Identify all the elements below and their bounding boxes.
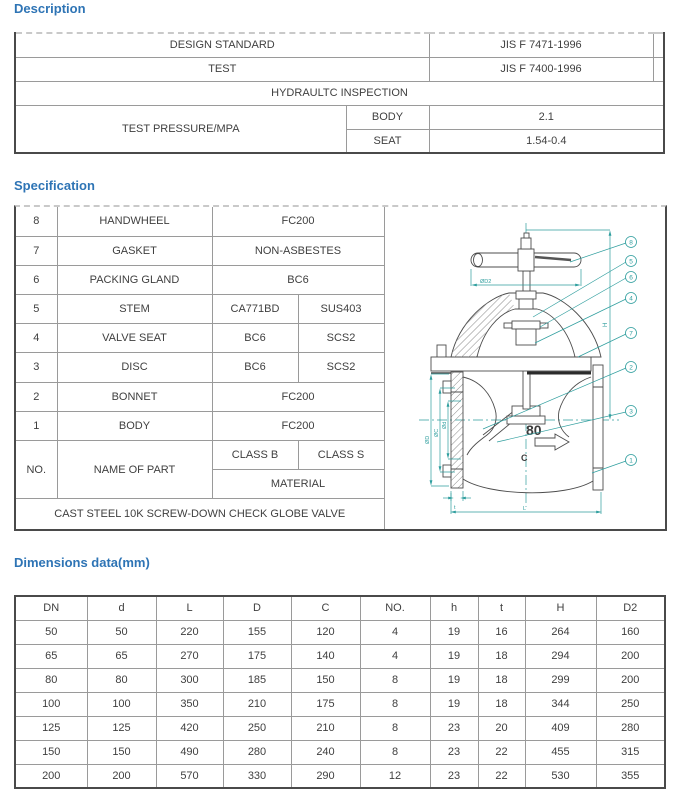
table-cell: 409 — [525, 716, 596, 740]
table-cell: 299 — [525, 668, 596, 692]
part-name: PACKING GLAND — [57, 265, 212, 294]
part-no: 5 — [16, 295, 57, 324]
table-cell: 80 — [87, 668, 156, 692]
table-cell: 185 — [223, 668, 291, 692]
table-cell: 240 — [291, 740, 360, 764]
table-cell: 19 — [430, 620, 478, 644]
table-cell: 23 — [430, 764, 478, 788]
table-cell: 280 — [223, 740, 291, 764]
table-cell: 280 — [596, 716, 665, 740]
table-cell: 4 — [360, 620, 430, 644]
table-cell: 155 — [223, 620, 291, 644]
table-cell: 250 — [596, 692, 665, 716]
table-row — [16, 353, 384, 382]
callout-4 — [626, 293, 637, 304]
footer-material: MATERIAL — [212, 470, 384, 499]
table-cell: 19 — [430, 668, 478, 692]
table-cell: 23 — [430, 716, 478, 740]
table-row — [16, 411, 384, 440]
left-flange — [443, 372, 463, 488]
table-cell: 250 — [223, 716, 291, 740]
footer-name-of-part: NAME OF PART — [57, 440, 212, 498]
table-cell: 150 — [15, 740, 87, 764]
table-row — [16, 236, 384, 265]
table-cell: 200 — [87, 764, 156, 788]
table-cell: 22 — [478, 764, 525, 788]
table-row — [15, 692, 665, 716]
table-cell: 23 — [430, 740, 478, 764]
table-cell: 175 — [223, 644, 291, 668]
part-name: DISC — [57, 353, 212, 382]
callout-5 — [626, 256, 637, 267]
footer-class-b: CLASS B — [212, 440, 298, 469]
svg-text:6: 6 — [629, 274, 633, 282]
parts-list — [16, 207, 384, 529]
table-cell: 18 — [478, 668, 525, 692]
table-cell: 300 — [156, 668, 223, 692]
inspection-cell: HYDRAULTC INSPECTION — [15, 81, 664, 105]
table-cell: 50 — [15, 620, 87, 644]
callout-6 — [626, 272, 637, 283]
part-material-class-s: SCS2 — [298, 353, 384, 382]
part-name: VALVE SEAT — [57, 324, 212, 353]
part-material: FC200 — [212, 207, 384, 236]
part-name: GASKET — [57, 236, 212, 265]
test-pressure-label: TEST PRESSURE/MPA — [15, 105, 346, 153]
table-cell: 150 — [87, 740, 156, 764]
table-cell: 200 — [596, 668, 665, 692]
table-cell: 18 — [478, 692, 525, 716]
part-no: 4 — [16, 324, 57, 353]
valve-caption: CAST STEEL 10K SCREW-DOWN CHECK GLOBE VALVE — [16, 499, 384, 529]
table-cell: 420 — [156, 716, 223, 740]
table-row — [16, 440, 384, 469]
table-cell: 160 — [596, 620, 665, 644]
table-row — [15, 57, 664, 81]
part-no: 7 — [16, 236, 57, 265]
table-cell: 22 — [478, 740, 525, 764]
table-cell: 100 — [15, 692, 87, 716]
table-row — [15, 33, 664, 57]
table-row — [15, 81, 664, 105]
table-cell: 18 — [478, 644, 525, 668]
table-row — [15, 620, 665, 644]
table-cell: 19 — [430, 644, 478, 668]
table-row — [16, 295, 384, 324]
specification-table — [16, 207, 385, 529]
valve-drawing — [385, 207, 669, 529]
table-cell: 8 — [360, 692, 430, 716]
column-header: t — [478, 596, 525, 620]
table-cell: 264 — [525, 620, 596, 644]
table-cell: 210 — [291, 716, 360, 740]
dim-label-h: H — [603, 322, 609, 327]
table-cell: 65 — [15, 644, 87, 668]
callout-3 — [626, 406, 637, 417]
callout-balloons — [626, 237, 637, 466]
part-material-class-b: CA771BD — [212, 295, 298, 324]
design-standard-label: DESIGN STANDARD — [15, 33, 429, 57]
part-name: HANDWHEEL — [57, 207, 212, 236]
table-cell: 100 — [87, 692, 156, 716]
table-cell: 175 — [291, 692, 360, 716]
table-cell: 20 — [478, 716, 525, 740]
part-no: 6 — [16, 265, 57, 294]
table-cell: 120 — [291, 620, 360, 644]
svg-text:2: 2 — [629, 364, 633, 372]
table-cell: 315 — [596, 740, 665, 764]
part-material: BC6 — [212, 265, 384, 294]
table-row — [15, 105, 664, 129]
table-cell: 4 — [360, 644, 430, 668]
table-cell: 150 — [291, 668, 360, 692]
part-material: FC200 — [212, 411, 384, 440]
column-header: DN — [15, 596, 87, 620]
table-cell: 8 — [360, 716, 430, 740]
svg-text:1: 1 — [629, 457, 633, 465]
description-heading: Description — [14, 1, 86, 16]
table-cell: 12 — [360, 764, 430, 788]
table-cell: 455 — [525, 740, 596, 764]
table-cell: 330 — [223, 764, 291, 788]
body-value: 2.1 — [429, 105, 664, 129]
table-row — [16, 265, 384, 294]
part-no: 8 — [16, 207, 57, 236]
part-name: BONNET — [57, 382, 212, 411]
svg-text:5: 5 — [629, 258, 633, 266]
table-cell: 80 — [15, 668, 87, 692]
table-row — [16, 324, 384, 353]
table-cell: 210 — [223, 692, 291, 716]
column-header: D — [223, 596, 291, 620]
table-row — [15, 644, 665, 668]
column-header: h — [430, 596, 478, 620]
svg-text:4: 4 — [629, 295, 633, 303]
callout-1 — [626, 455, 637, 466]
seat-label: SEAT — [346, 129, 429, 153]
table-cell: 270 — [156, 644, 223, 668]
part-material-class-b: BC6 — [212, 324, 298, 353]
description-table — [14, 32, 665, 154]
table-cell: 19 — [430, 692, 478, 716]
table-cell: 140 — [291, 644, 360, 668]
footer-no: NO. — [16, 440, 57, 498]
table-cell: 570 — [156, 764, 223, 788]
valve-drawing-cell — [384, 207, 665, 529]
seat-value: 1.54-0.4 — [429, 129, 664, 153]
table-cell: 290 — [291, 764, 360, 788]
callout-2 — [626, 362, 637, 373]
table-row — [16, 207, 384, 236]
design-standard-value: JIS F 7471-1996 — [429, 33, 653, 57]
empty-cell — [653, 33, 664, 57]
table-cell: 344 — [525, 692, 596, 716]
flow-mark: C — [521, 453, 528, 463]
table-row — [16, 499, 384, 529]
table-row — [15, 764, 665, 788]
table-cell: 8 — [360, 740, 430, 764]
table-cell: 355 — [596, 764, 665, 788]
table-cell: 50 — [87, 620, 156, 644]
specification-heading: Specification — [14, 178, 95, 193]
part-no: 2 — [16, 382, 57, 411]
table-cell: 350 — [156, 692, 223, 716]
table-cell: 490 — [156, 740, 223, 764]
table-cell: 294 — [525, 644, 596, 668]
part-name: BODY — [57, 411, 212, 440]
part-material-class-b: BC6 — [212, 353, 298, 382]
column-header: H — [525, 596, 596, 620]
svg-text:7: 7 — [629, 330, 633, 338]
column-header: C — [291, 596, 360, 620]
dimensions-heading: Dimensions data(mm) — [14, 555, 150, 570]
column-header: NO. — [360, 596, 430, 620]
dim-label-D: ØD — [425, 435, 431, 444]
table-cell: 200 — [15, 764, 87, 788]
part-no: 3 — [16, 353, 57, 382]
table-cell: 16 — [478, 620, 525, 644]
dim-label-d2: ØD2 — [480, 279, 492, 285]
specification-section — [14, 205, 667, 531]
column-header: d — [87, 596, 156, 620]
handwheel — [471, 233, 581, 271]
table-row — [15, 668, 665, 692]
dim-label-t: t — [454, 505, 456, 511]
part-name: STEM — [57, 295, 212, 324]
size-mark: 80 — [526, 422, 542, 438]
table-cell: 530 — [525, 764, 596, 788]
table-cell: 220 — [156, 620, 223, 644]
dim-label-L: L — [523, 506, 527, 512]
dimensions-table — [14, 595, 666, 789]
callout-7 — [626, 328, 637, 339]
valve-body-outline — [431, 233, 603, 493]
part-material-class-s: SCS2 — [298, 324, 384, 353]
column-header: D2 — [596, 596, 665, 620]
table-cell: 125 — [87, 716, 156, 740]
column-header: L — [156, 596, 223, 620]
empty-cell — [653, 57, 664, 81]
part-material: NON-ASBESTES — [212, 236, 384, 265]
test-value: JIS F 7400-1996 — [429, 57, 653, 81]
table-row — [16, 382, 384, 411]
part-material: FC200 — [212, 382, 384, 411]
table-cell: 65 — [87, 644, 156, 668]
body-label: BODY — [346, 105, 429, 129]
test-label: TEST — [15, 57, 429, 81]
dim-label-d: Ød — [442, 421, 448, 429]
stem-nut — [521, 238, 531, 249]
table-cell: 125 — [15, 716, 87, 740]
table-cell: 8 — [360, 668, 430, 692]
part-no: 1 — [16, 411, 57, 440]
svg-text:3: 3 — [629, 408, 633, 416]
table-row — [15, 740, 665, 764]
table-cell: 200 — [596, 644, 665, 668]
svg-text:8: 8 — [629, 239, 633, 247]
dim-label-C: ØC — [434, 428, 440, 437]
dimensions-body — [15, 620, 665, 788]
callout-8 — [626, 237, 637, 248]
dimensions-header-row — [15, 596, 665, 620]
table-row — [15, 716, 665, 740]
part-material-class-s: SUS403 — [298, 295, 384, 324]
footer-class-s: CLASS S — [298, 440, 384, 469]
